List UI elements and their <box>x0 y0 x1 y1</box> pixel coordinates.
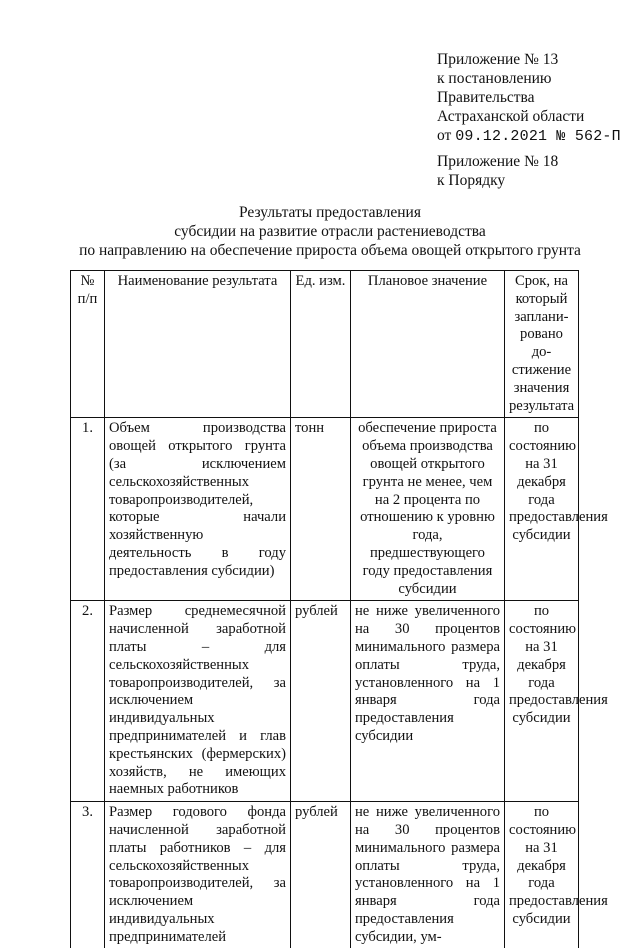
cell-unit: рублей <box>291 802 351 948</box>
cell-unit: рублей <box>291 601 351 802</box>
cell-plan: не ниже увеличенного на 30 процентов минимального размера оплаты труда, установленного на 1 января года предоставления субсидии <box>351 601 505 802</box>
cell-term: по состоянию на 31 декабря года предоставления субсидии <box>505 601 579 802</box>
cell-num: 1. <box>71 418 105 601</box>
annex-line: Приложение № 13 <box>437 51 559 68</box>
annex-date-line <box>437 126 621 146</box>
annex-order-line: Приложение № 18 <box>437 153 559 170</box>
header-term: Срок, на который заплани-ровано до-стижение значения результата <box>505 271 579 418</box>
cell-name: Размер годового фонда начисленной заработной платы работников – для сельскохозяйственных товаропроизводителей, за исключением индивидуальных предпринимателей <box>105 802 291 948</box>
annex-line: Астраханской области <box>437 108 585 125</box>
cell-num: 3. <box>71 802 105 948</box>
header-num: № п/п <box>71 271 105 418</box>
annex-order-line: к Порядку <box>437 172 506 189</box>
title-line: Результаты предоставления <box>239 204 421 221</box>
cell-name: Размер среднемесячной начисленной заработной платы – для сельскохозяйственных товаропроизводителей, за исключением индивидуальных предпринимателей и глав крестьянских (фермерских) хозяйств, не имеющих наемных работников <box>105 601 291 802</box>
cell-term: по состоянию на 31 декабря года предоставления субсидии <box>505 802 579 948</box>
header-unit: Ед. изм. <box>291 271 351 418</box>
cell-plan: обеспечение прироста объема производства овощей открытого грунта не менее, чем на 2 процента по отношению к уровню года, предшествующего году предоставления субсидии <box>351 418 505 601</box>
results-table <box>70 270 608 948</box>
cell-plan: не ниже увеличенного на 30 процентов минимального размера оплаты труда, установленного на 1 января года предоставления субсидии, ум- <box>351 802 505 948</box>
annex-order-header <box>437 152 558 190</box>
table-header-row <box>71 271 579 418</box>
table-row <box>71 601 579 802</box>
cell-unit: тонн <box>291 418 351 601</box>
annex-line: к постановлению <box>437 70 552 87</box>
table-row <box>71 802 579 948</box>
annex-line: Правительства <box>437 89 535 106</box>
annex-date-prefix: от <box>437 127 452 144</box>
title-line: субсидии на развитие отрасли растениеводства <box>174 223 486 240</box>
table-row <box>71 418 579 601</box>
document-title <box>60 203 600 260</box>
header-name: Наименование результата <box>105 271 291 418</box>
annex-header <box>437 50 621 146</box>
header-plan: Плановое значение <box>351 271 505 418</box>
cell-name: Объем производства овощей открытого грунта (за исключением сельскохозяйственных товаропроизводителей, которые начали хозяйственную деятельность в году предоставления субсидии) <box>105 418 291 601</box>
cell-num: 2. <box>71 601 105 802</box>
cell-term: по состоянию на 31 декабря года предоставления субсидии <box>505 418 579 601</box>
annex-date-stamp: 09.12.2021 № 562-П <box>455 128 621 145</box>
title-line: по направлению на обеспечение прироста объема овощей открытого грунта <box>79 242 581 259</box>
